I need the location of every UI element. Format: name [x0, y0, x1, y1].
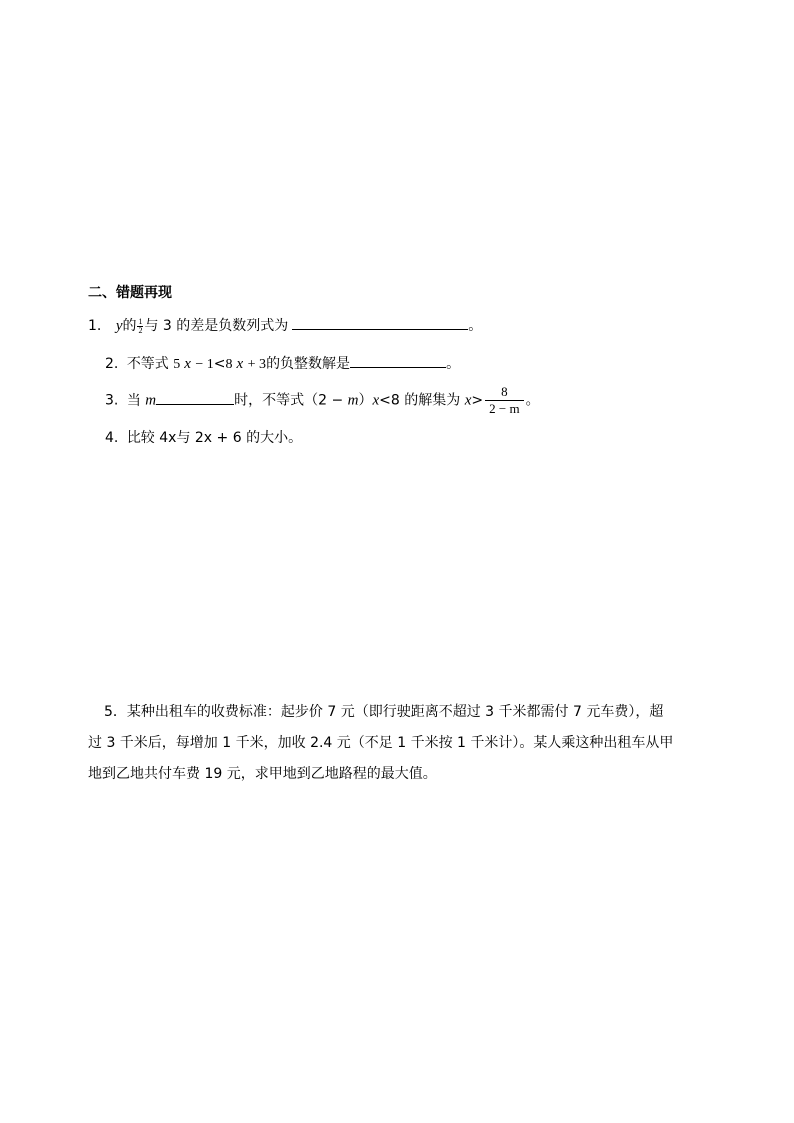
question-3-text-b: 时，不等式（2 −: [234, 392, 344, 409]
question-2-answer-blank[interactable]: [350, 353, 446, 368]
question-1-var-y: y: [115, 318, 123, 334]
question-1-end: 。: [468, 318, 483, 334]
question-1-text-b: 与 3 的差是负数列式为: [144, 318, 289, 334]
question-2-var-x2: x: [236, 356, 244, 372]
question-5: [88, 697, 722, 790]
question-3-end: 。: [525, 392, 540, 409]
question-1-fraction-den: 2: [138, 325, 143, 335]
section-heading: 二、错题再现: [88, 285, 172, 301]
question-5-line-1: 5．某种出租车的收费标准：起步价 7 元（即行驶距离不超过 3 千米都需付 7 元车费），超: [104, 704, 664, 720]
question-2-expr-c: 8: [225, 357, 233, 372]
question-2-expr-b: − 1: [195, 357, 214, 372]
question-1-number: 1.: [88, 318, 102, 334]
question-3-fraction-num: 8: [485, 384, 523, 401]
question-1-fraction: [137, 318, 143, 335]
question-3-greater-than: >: [471, 392, 484, 409]
question-2-expr-d: + 3: [247, 357, 267, 372]
question-3-text-c: ）: [358, 392, 373, 409]
question-3-var-m2: m: [347, 392, 359, 409]
question-1-text-a: 的: [122, 318, 137, 334]
question-2-less-than: <: [213, 356, 226, 372]
question-3-answer-blank[interactable]: [156, 390, 234, 405]
question-3-var-m: m: [145, 392, 157, 409]
question-3-number: 3.: [105, 392, 119, 409]
question-1: [88, 315, 482, 336]
question-5-line-2: 过 3 千米后，每增加 1 千米，加收 2.4 元（不足 1 千米按 1 千米计）。某人乘这种出租车从甲: [88, 735, 674, 751]
question-2-text-b: 的负整数解是: [266, 356, 351, 372]
question-3-fraction-den: 2 − m: [489, 401, 520, 416]
question-4-text: 比较 4x与 2x + 6 的大小。: [126, 430, 303, 446]
question-2-end: 。: [446, 356, 461, 372]
question-2-text-a: 不等式: [126, 356, 169, 372]
question-4-number: 4.: [105, 430, 119, 446]
question-3-var-x: x: [372, 392, 380, 409]
question-3: [105, 384, 540, 417]
question-1-fraction-num: 1: [138, 316, 143, 326]
question-3-var-x2: x: [464, 392, 472, 409]
question-4: [105, 428, 302, 448]
question-5-line-3: 地到乙地共付车费 19 元，求甲地到乙地路程的最大值。: [88, 766, 437, 782]
question-2-var-x1: x: [184, 356, 191, 372]
question-3-text-a: 当: [126, 392, 141, 409]
question-1-answer-blank[interactable]: [292, 315, 468, 330]
question-3-fraction: [485, 384, 523, 417]
question-2-expr-a: 5: [173, 357, 181, 372]
question-3-text-d: <8 的解集为: [379, 392, 461, 409]
question-2-number: 2.: [105, 356, 119, 372]
question-2: [105, 353, 460, 375]
